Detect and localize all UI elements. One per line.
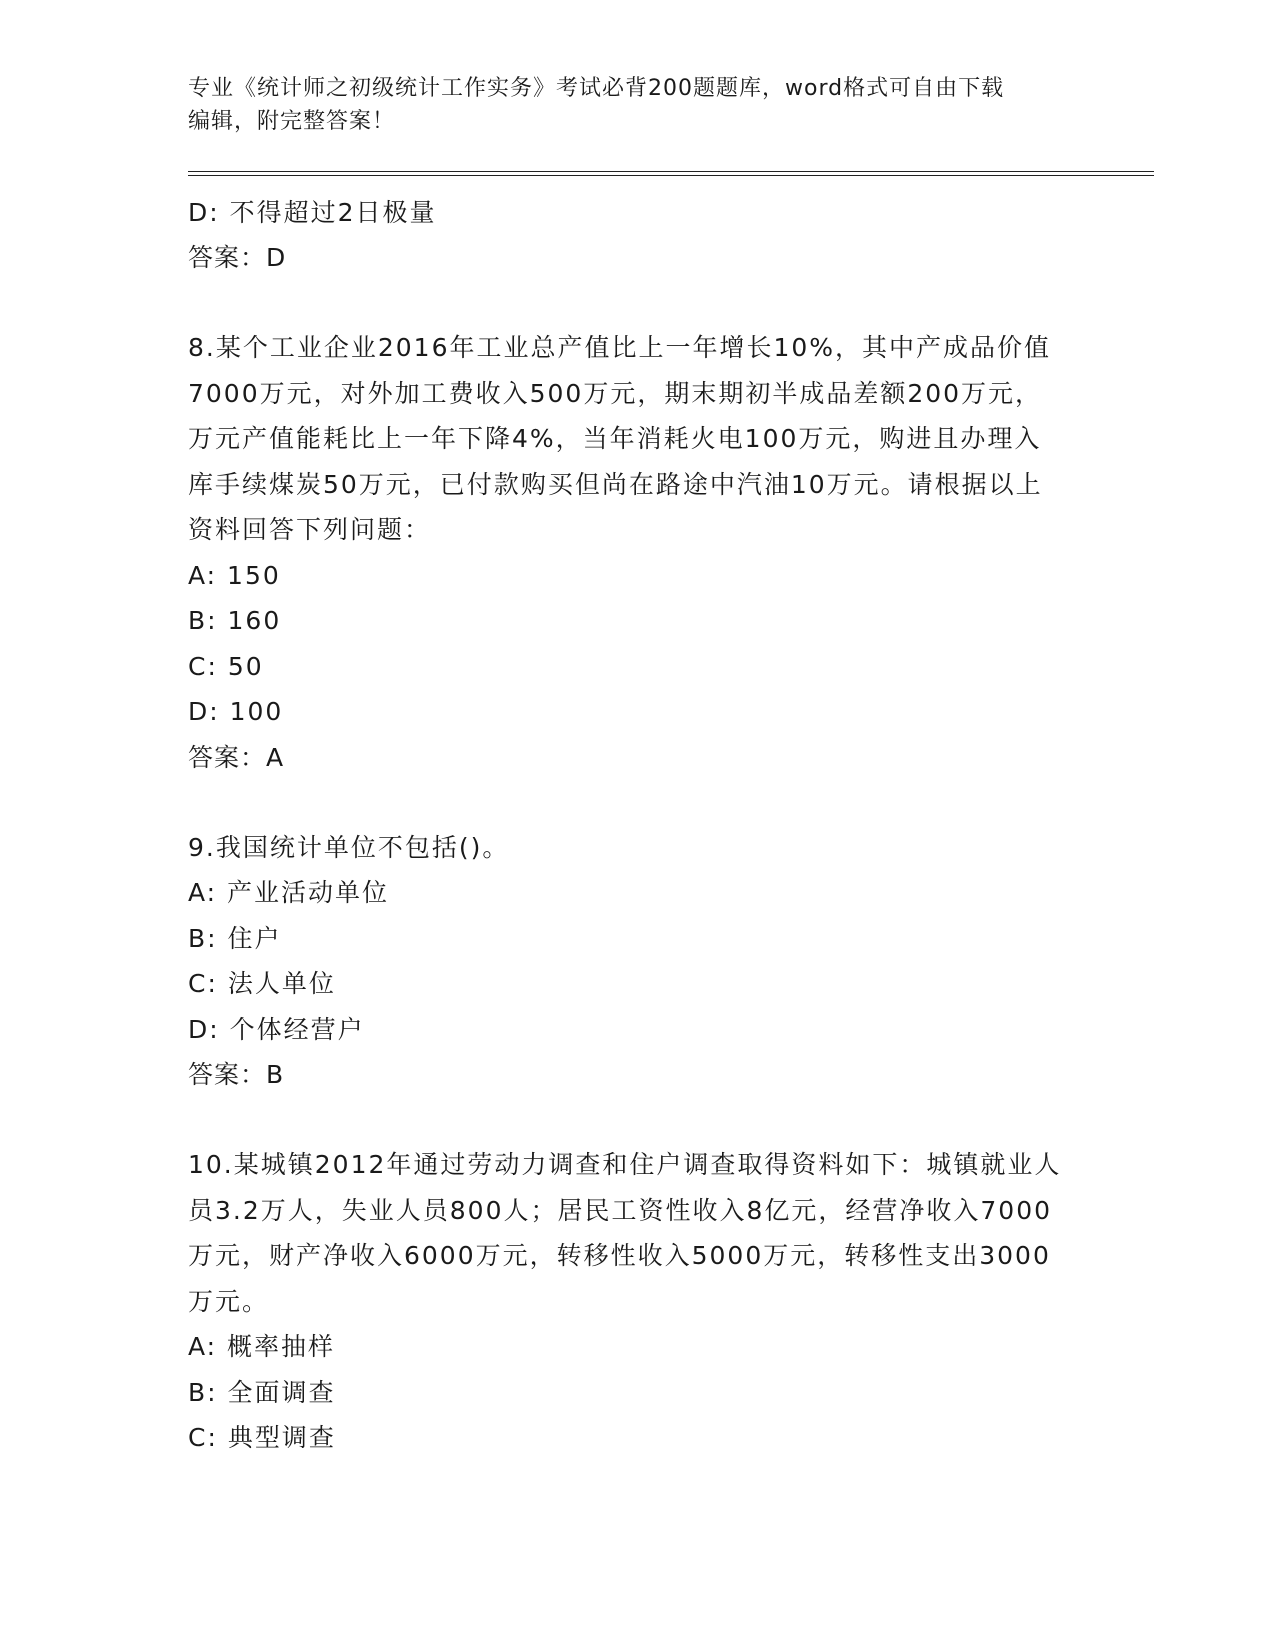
header-line-2: 编辑，附完整答案！ — [188, 109, 396, 134]
option-c: C: 50 — [188, 651, 264, 681]
question-7-tail — [188, 190, 1068, 280]
option-d: D: 个体经营户 — [188, 1014, 365, 1044]
answer-line: 答案：B — [188, 1060, 285, 1089]
answer-line: 答案：A — [188, 742, 285, 772]
question-8 — [188, 325, 1068, 780]
answer-line: 答案：D — [188, 243, 287, 272]
document-header — [188, 72, 1068, 138]
option-b: B: 住户 — [188, 923, 282, 953]
question-stem: 10.某城镇2012年通过劳动力调查和住户调查取得资料如下：城镇就业人员3.2万人，失业人员800人；居民工资性收入8亿元，经营净收入7000万元，财产净收入6000万元，转移性收入5000万元，转移性支出3000万元。 — [188, 1150, 1062, 1316]
header-line-1: 专业《统计师之初级统计工作实务》考试必背200题题库，word格式可自由下载 — [188, 76, 1005, 101]
option-c: C: 典型调查 — [188, 1423, 336, 1452]
question-stem: 8.某个工业企业2016年工业总产值比上一年增长10%，其中产成品价值7000万元，对外加工费收入500万元，期末期初半成品差额200万元，万元产值能耗比上一年下降4%，当年消耗火电100万元，购进且办理入库手续煤炭50万元，已付款购买但尚在路途中汽油10万元。请根据以上资料回答下列问题： — [188, 333, 1052, 544]
question-9 — [188, 825, 1068, 1098]
question-10 — [188, 1142, 1068, 1461]
header-rule-bottom — [188, 175, 1154, 176]
option-d: D: 不得超过2日极量 — [188, 198, 437, 227]
option-d: D: 100 — [188, 697, 284, 726]
header-rule-top — [188, 171, 1154, 172]
option-c: C: 法人单位 — [188, 969, 336, 998]
option-b: B: 全面调查 — [188, 1377, 336, 1407]
option-a: A: 概率抽样 — [188, 1332, 336, 1361]
question-list — [188, 190, 1068, 1461]
question-stem: 9.我国统计单位不包括()。 — [188, 832, 510, 862]
option-a: A: 150 — [188, 560, 281, 590]
option-b: B: 160 — [188, 606, 282, 635]
option-a: A: 产业活动单位 — [188, 878, 390, 907]
